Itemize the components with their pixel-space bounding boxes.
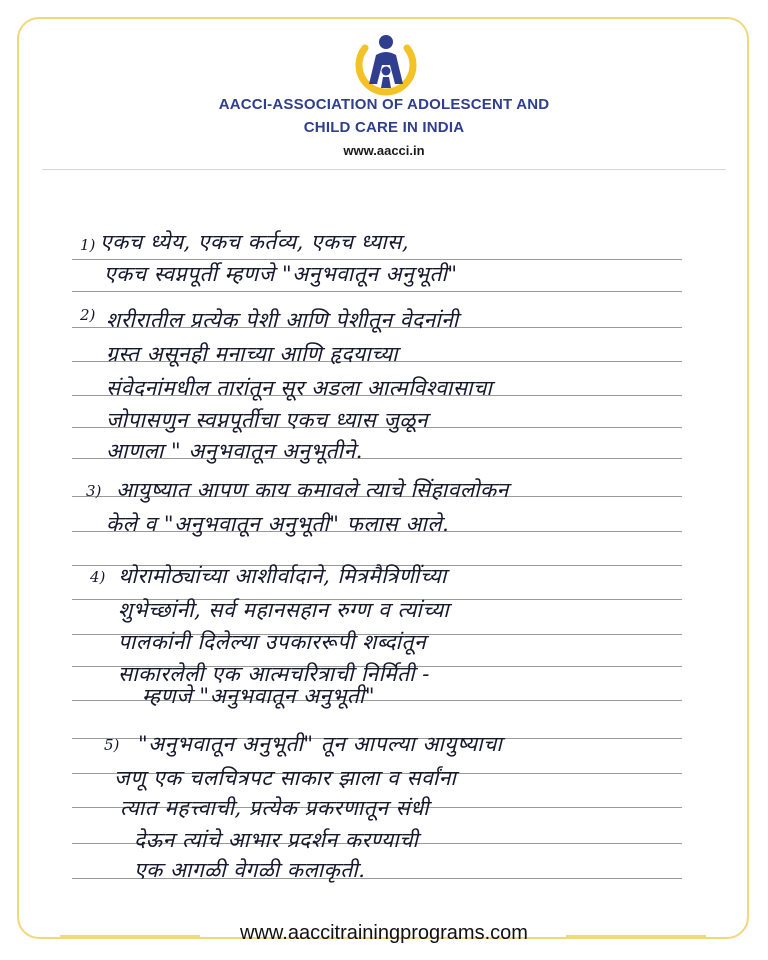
entry-2-line-2: ग्रस्त असूनही मनाच्या आणि हृदयाच्या <box>106 342 399 366</box>
entry-3-line-1: आयुष्यात आपण काय कमावले त्याचे सिंहावलोकन <box>116 478 509 502</box>
entry-4-line-3: पालकांनी दिलेल्या उपकाररूपी शब्दांतून <box>118 630 427 654</box>
entry-2-number: 2) <box>80 306 96 324</box>
entry-5-line-2: जणू एक चलचित्रपट साकार झाला व सर्वांना <box>114 766 457 790</box>
header-divider <box>42 169 726 170</box>
entry-2-line-3: संवेदनांमधील तारांतून सूर अडला आत्मविश्वासाचा <box>106 376 493 400</box>
entry-4-line-4: साकारलेली एक आत्मचरित्राची निर्मिती - <box>118 662 430 686</box>
entry-1-line-1: एकच ध्येय, एकच कर्तव्य, एकच ध्यास, <box>100 230 410 254</box>
entry-5-line-1: "अनुभवातून अनुभूती" तून आपल्या आयुष्याचा <box>138 732 503 756</box>
entry-2-line-1: शरीरातील प्रत्येक पेशी आणि पेशीतून वेदनांनी <box>106 308 459 332</box>
entry-3-line-2: केले व "अनुभवातून अनुभूती" फलास आले. <box>106 512 450 536</box>
entry-5-line-4: देऊन त्यांचे आभार प्रदर्शन करण्याची <box>134 828 419 852</box>
aacci-logo-icon <box>351 28 421 100</box>
handwritten-note <box>42 188 698 893</box>
entry-2-line-4: जोपासणुन स्वप्नपूर्तीचा एकच ध्यास जुळून <box>106 408 429 432</box>
entry-4-line-1: थोरामोठ्यांच्या आशीर्वादाने, मित्रमैत्रिणींच्या <box>118 564 447 588</box>
entry-1-number: 1) <box>80 236 96 254</box>
entry-5-line-3: त्यात महत्त्वाची, प्रत्येक प्रकरणातून संधी <box>120 796 430 820</box>
entry-4-line-2: शुभेच्छांनी, सर्व महानसहान रुग्ण व त्यांच्या <box>118 598 450 622</box>
entry-4-line-5: म्हणजे "अनुभवातून अनुभूती" <box>142 684 375 708</box>
entry-5-line-5: एक आगळी वेगळी कलाकृती. <box>134 858 366 882</box>
entry-3-number: 3) <box>86 482 102 500</box>
footer-website[interactable]: www.aaccitrainingprograms.com <box>240 922 528 944</box>
entry-2-line-5: आणला " अनुभवातून अनुभूतीने. <box>106 439 363 463</box>
org-website[interactable]: www.aacci.in <box>343 143 425 158</box>
org-title-line-1: AACCI-ASSOCIATION OF ADOLESCENT AND <box>218 96 550 113</box>
entry-1-line-2: एकच स्वप्नपूर्ती म्हणजे "अनुभवातून अनुभूती" <box>104 262 458 286</box>
entry-5-number: 5) <box>104 736 120 754</box>
entry-4-number: 4) <box>90 568 106 586</box>
org-title-line-2: CHILD CARE IN INDIA <box>303 119 465 136</box>
